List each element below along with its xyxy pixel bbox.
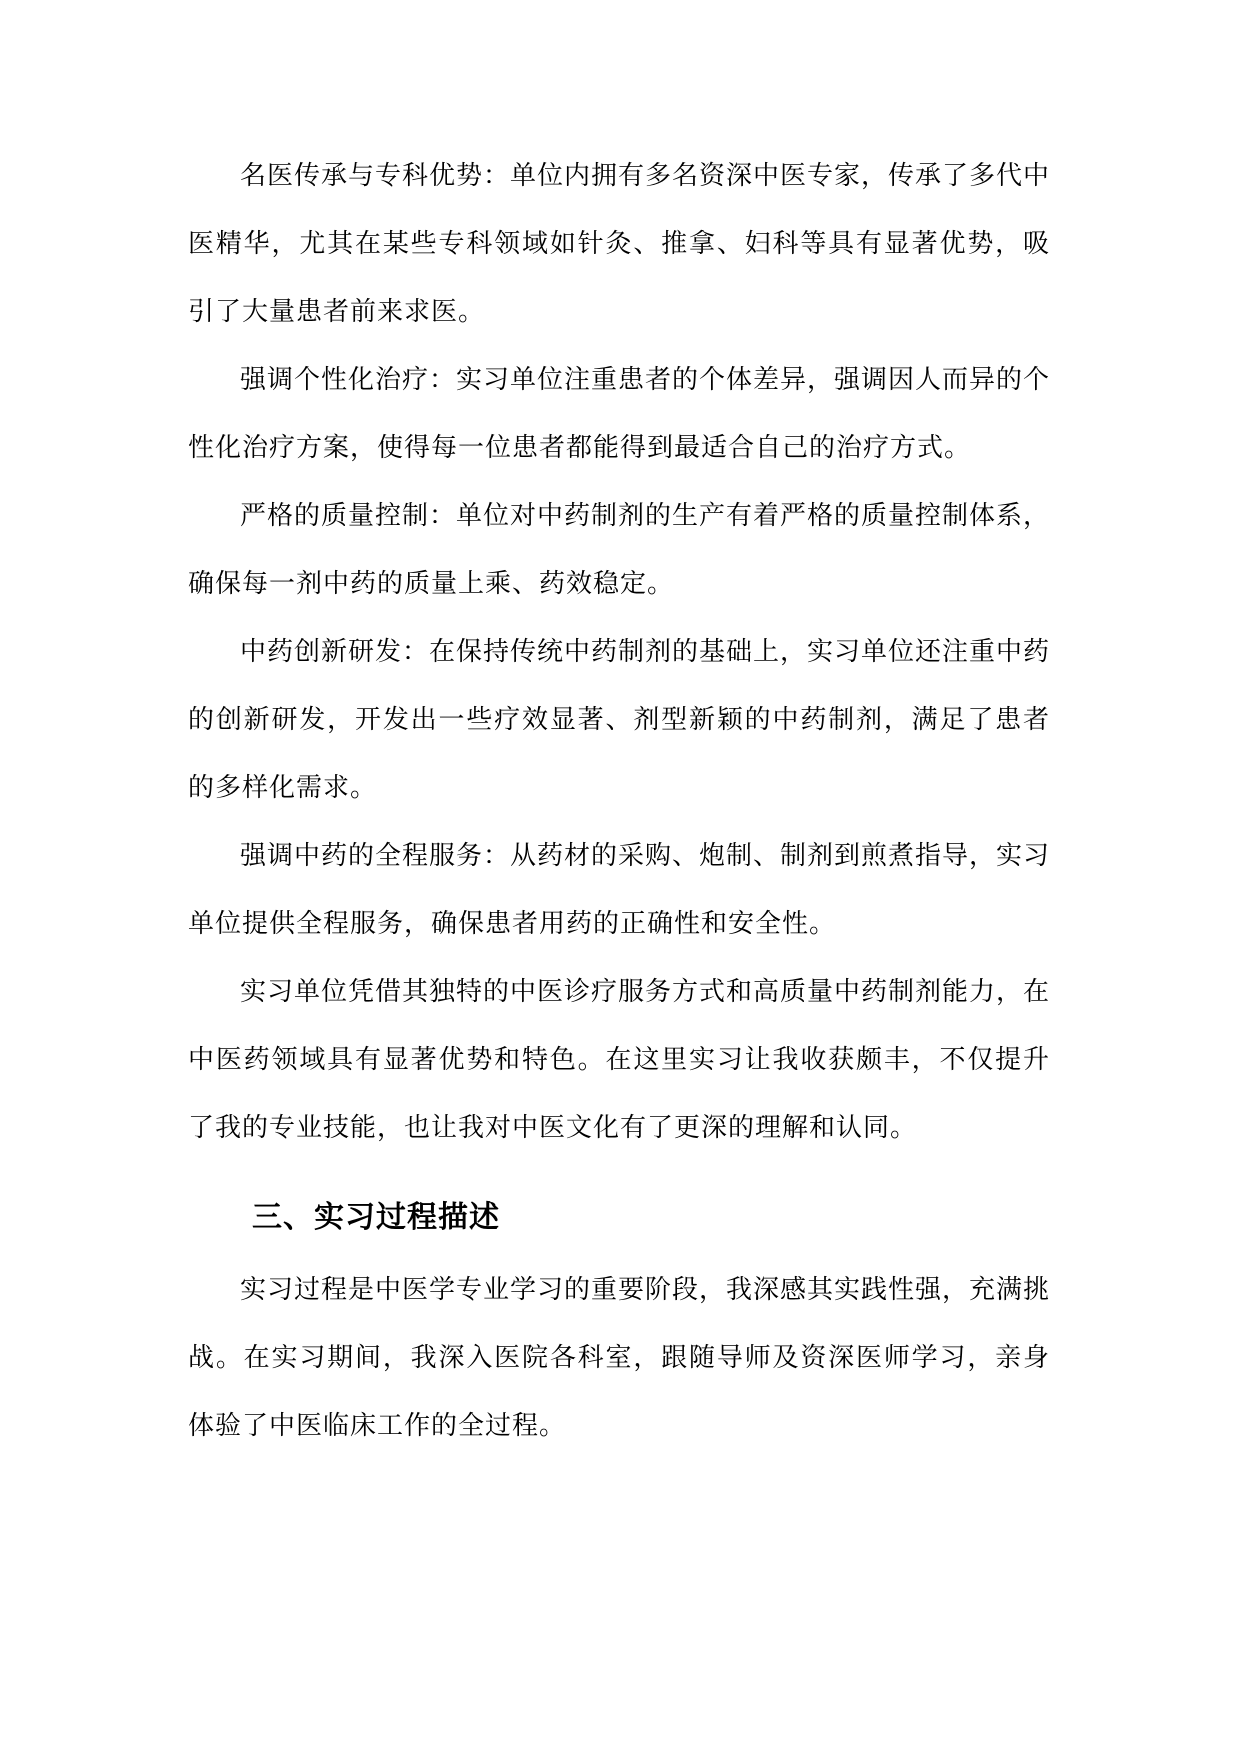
paragraph-summary: 实习单位凭借其独特的中医诊疗服务方式和高质量中药制剂能力，在中医药领域具有显著优势和特色。在这里实习让我收获颇丰，不仅提升了我的专业技能，也让我对中医文化有了更深的理解和认同。 — [188, 977, 1051, 1143]
paragraph-internship-process: 实习过程是中医学专业学习的重要阶段，我深感其实践性强，充满挑战。在实习期间，我深入医院各科室，跟随导师及资深医师学习，亲身体验了中医临床工作的全过程。 — [188, 1275, 1051, 1441]
paragraph-quality-control: 严格的质量控制：单位对中药制剂的生产有着严格的质量控制体系，确保每一剂中药的质量上乘、药效稳定。 — [188, 501, 1051, 599]
paragraph-full-service: 强调中药的全程服务：从药材的采购、炮制、制剂到煎煮指导，实习单位提供全程服务，确保患者用药的正确性和安全性。 — [188, 841, 1051, 939]
paragraph-innovation-rd: 中药创新研发：在保持传统中药制剂的基础上，实习单位还注重中药的创新研发，开发出一些疗效显著、剂型新颖的中药制剂，满足了患者的多样化需求。 — [188, 637, 1051, 803]
paragraph-specialty-advantage: 名医传承与专科优势：单位内拥有多名资深中医专家，传承了多代中医精华，尤其在某些专科领域如针灸、推拿、妇科等具有显著优势，吸引了大量患者前来求医。 — [188, 161, 1051, 327]
section-heading: 三、实习过程描述 — [252, 1200, 500, 1235]
paragraph-personalized-treatment: 强调个性化治疗：实习单位注重患者的个体差异，强调因人而异的个性化治疗方案，使得每一位患者都能得到最适合自己的治疗方式。 — [188, 365, 1051, 463]
document-body — [188, 142, 1050, 1460]
